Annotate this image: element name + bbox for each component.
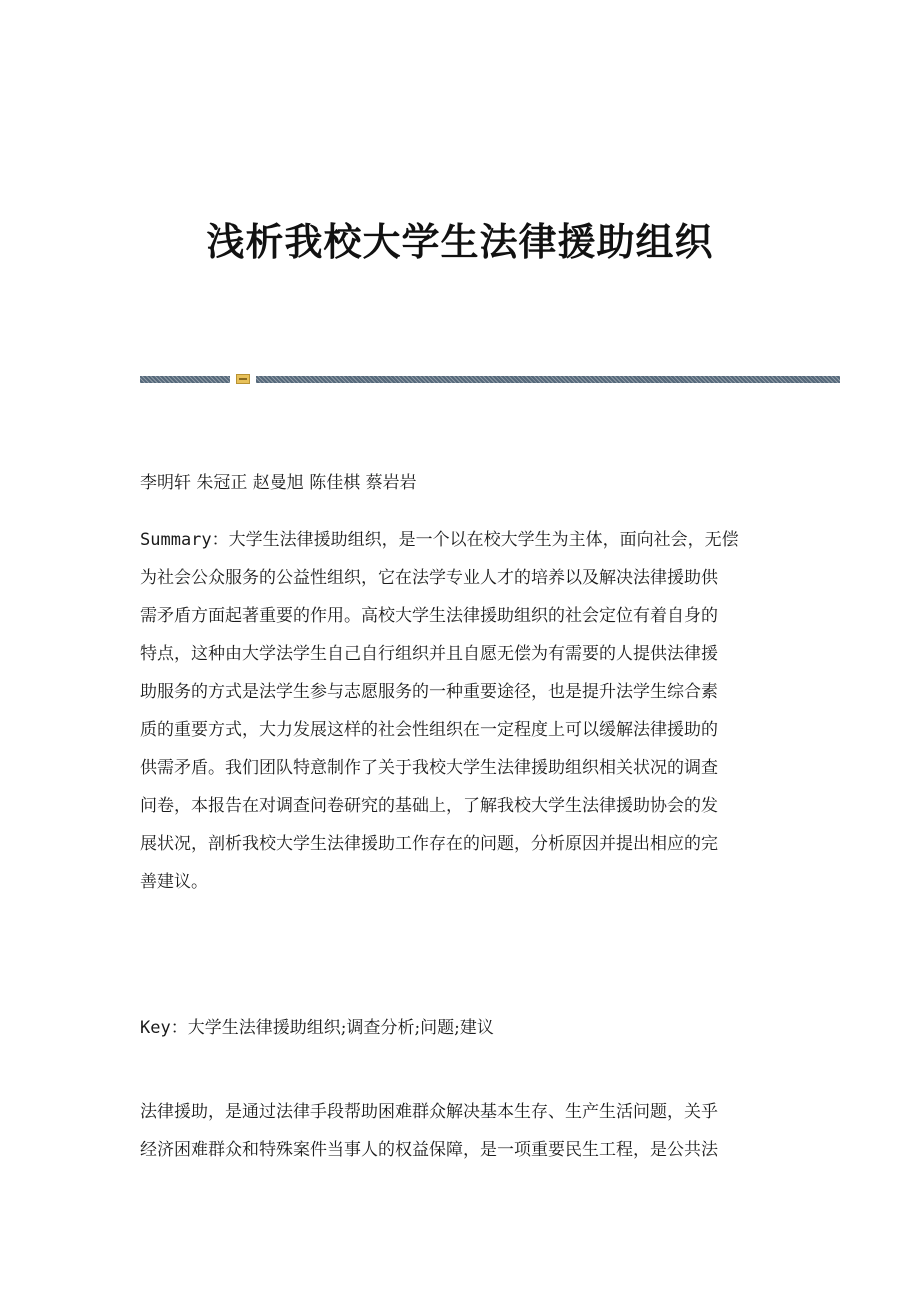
title-divider bbox=[140, 374, 840, 384]
keywords-label: Key bbox=[140, 1018, 171, 1038]
body-line: 法律援助，是通过法律手段帮助困难群众解决基本生存、生产生活问题，关乎 bbox=[140, 1102, 718, 1122]
summary-line bbox=[140, 524, 780, 562]
summary-line: 善建议。 bbox=[140, 872, 208, 892]
summary-line: 为社会公众服务的公益性组织，它在法学专业人才的培养以及解决法律援助供 bbox=[140, 568, 718, 588]
body-paragraph bbox=[140, 1096, 780, 1172]
summary-line: 助服务的方式是法学生参与志愿服务的一种重要途径，也是提升法学生综合素 bbox=[140, 682, 718, 702]
page-title: 浅析我校大学生法律援助组织 bbox=[206, 219, 714, 264]
summary-line-text: ：大学生法律援助组织，是一个以在校大学生为主体，面向社会，无偿 bbox=[211, 530, 739, 550]
summary-line: 特点，这种由大学法学生自己自行组织并且自愿无偿为有需要的人提供法律援 bbox=[140, 644, 718, 664]
divider-bar-right bbox=[256, 376, 840, 383]
keywords-line bbox=[140, 1015, 494, 1041]
summary-line: 需矛盾方面起著重要的作用。高校大学生法律援助组织的社会定位有着自身的 bbox=[140, 606, 718, 626]
divider-bar-left bbox=[140, 376, 230, 383]
keywords-text: ：大学生法律援助组织;调查分析;问题;建议 bbox=[170, 1018, 494, 1038]
summary-label: Summary bbox=[140, 530, 212, 550]
summary-line: 问卷，本报告在对调查问卷研究的基础上，了解我校大学生法律援助协会的发 bbox=[140, 796, 718, 816]
summary-line: 展状况，剖析我校大学生法律援助工作存在的问题，分析原因并提出相应的完 bbox=[140, 834, 718, 854]
author-list: 李明轩 朱冠正 赵曼旭 陈佳棋 蔡岩岩 bbox=[140, 473, 417, 493]
summary-line: 供需矛盾。我们团队特意制作了关于我校大学生法律援助组织相关状况的调查 bbox=[140, 758, 718, 778]
body-line: 经济困难群众和特殊案件当事人的权益保障，是一项重要民生工程，是公共法 bbox=[140, 1140, 718, 1160]
summary-line: 质的重要方式，大力发展这样的社会性组织在一定程度上可以缓解法律援助的 bbox=[140, 720, 718, 740]
summary-paragraph bbox=[140, 524, 780, 904]
divider-ornament-icon bbox=[236, 374, 250, 384]
